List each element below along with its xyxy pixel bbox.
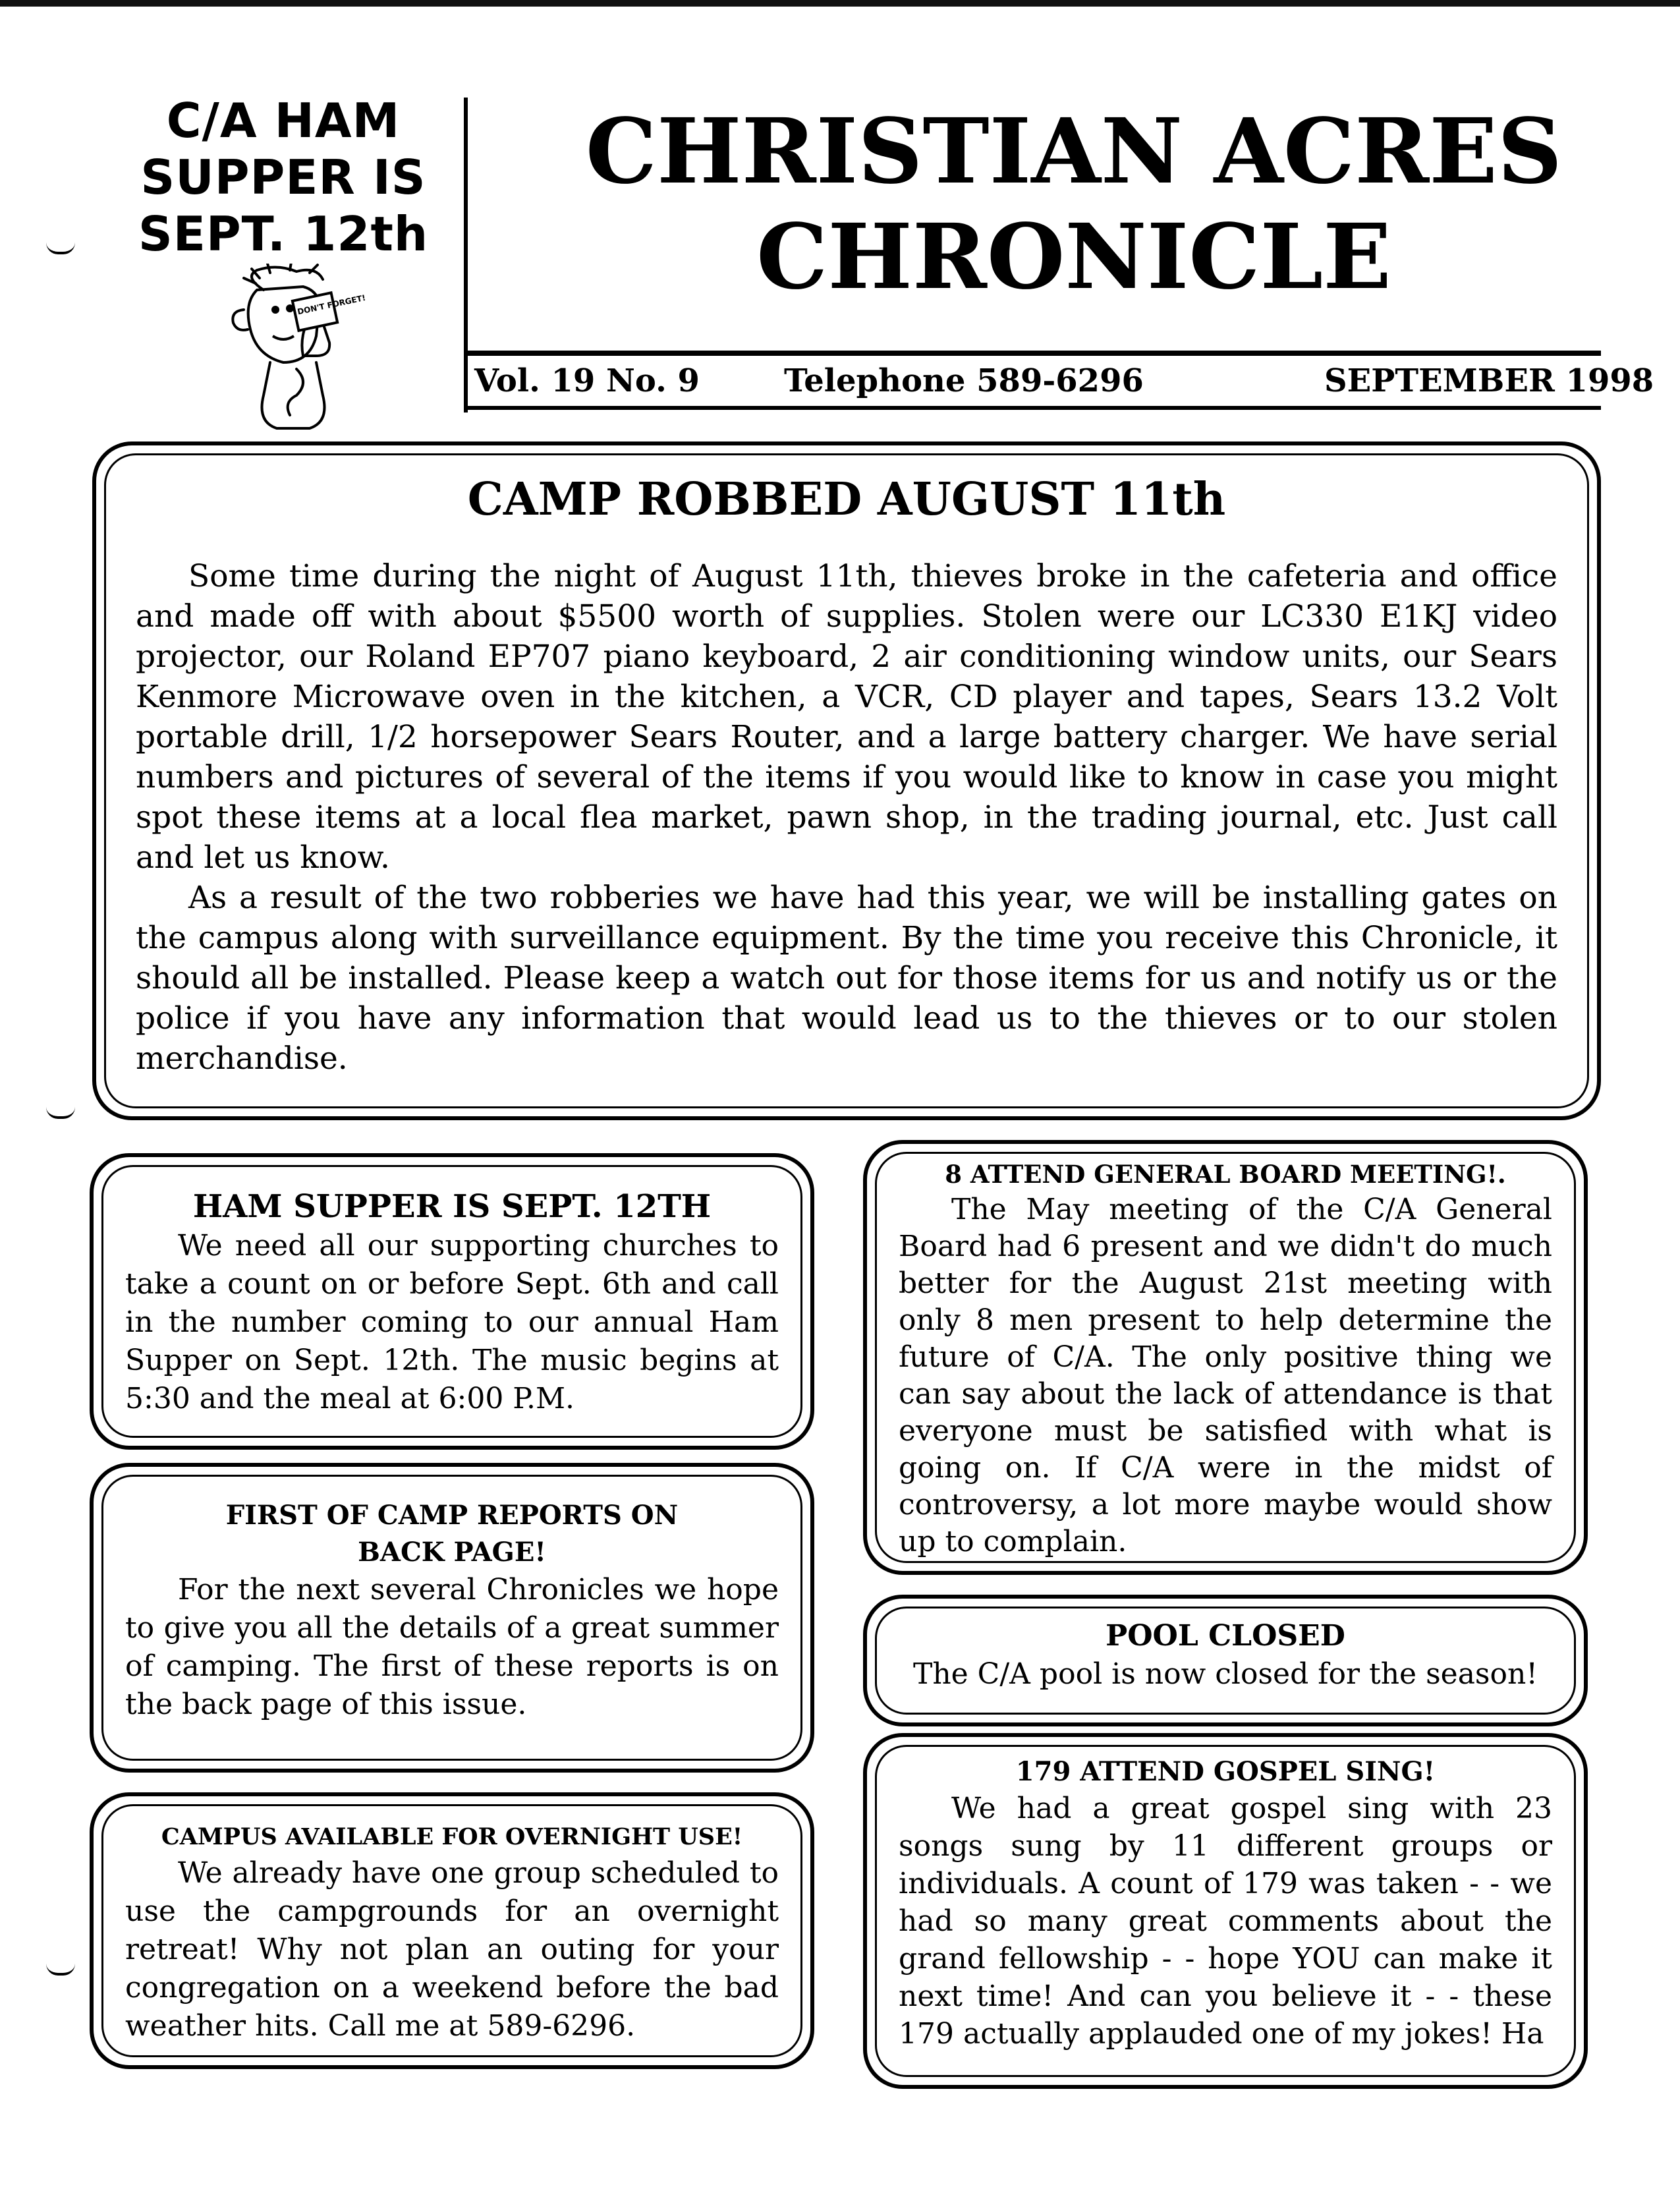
margin-mark bbox=[46, 1964, 75, 1976]
article-title: CAMP ROBBED AUGUST 11th bbox=[467, 473, 1226, 526]
article-board-meeting bbox=[863, 1140, 1588, 1575]
article-body: We already have one group scheduled to use the campgrounds for an overnight retreat! Why not plan an outing for your congregation on a weekend before the bad weather hits. Call me at 589-6296. bbox=[125, 1856, 779, 2043]
masthead-rule-top bbox=[465, 351, 1601, 356]
article-title: HAM SUPPER IS SEPT. 12TH bbox=[192, 1188, 712, 1225]
title-line-2: CHRONICLE bbox=[756, 204, 1391, 310]
article-body: The May meeting of the C/A General Board had 6 present and we didn't do much better for the August 21st meeting with only 8 men present to help determine the future of C/A. The only positive thing we can say about the lack of attendance is that everyone must be satisfied with what is going on. If C/A were in the midst of controversy, a lot more maybe would show up to complain. bbox=[899, 1193, 1552, 1558]
article-body: We need all our supporting churches to take a count on or before Sept. 6th and call in the number coming to our annual Ham Supper on Sept. 12th. The music begins at 5:30 and the meal at 6:00 P.M. bbox=[125, 1229, 779, 1415]
article-gospel-sing bbox=[863, 1733, 1588, 2089]
margin-mark bbox=[46, 242, 75, 254]
title-line-1: FIRST OF CAMP REPORTS ON bbox=[225, 1500, 679, 1531]
article-camp-robbed bbox=[92, 441, 1601, 1120]
thinking-man-cartoon-icon bbox=[217, 264, 369, 435]
article-title: POOL CLOSED bbox=[1106, 1619, 1345, 1653]
article-body: The C/A pool is now closed for the season! bbox=[912, 1657, 1538, 1691]
dont-forget-note: DON'T FORGET! bbox=[296, 293, 367, 317]
masthead-info-bar bbox=[474, 361, 1654, 401]
reminder-line-2: SUPPER IS bbox=[140, 150, 426, 205]
article-title: 8 ATTEND GENERAL BOARD MEETING!. bbox=[945, 1160, 1506, 1189]
masthead-rule-bottom bbox=[465, 406, 1601, 410]
title-line-1: CHRISTIAN ACRES bbox=[585, 99, 1563, 204]
article-camp-reports bbox=[90, 1463, 814, 1773]
top-border-line bbox=[0, 0, 1680, 7]
article-title bbox=[125, 1467, 779, 1571]
ham-supper-reminder bbox=[119, 92, 448, 262]
article-body: For the next several Chronicles we hope to give you all the details of a great summer of camping. The first of these reports is on the back page of this issue. bbox=[125, 1573, 779, 1721]
article-pool-closed bbox=[863, 1595, 1588, 1726]
article-paragraph-2: As a result of the two robberies we have had this year, we will be installing gates on the campus along with surveillance equipment. By the time you receive this Chronicle, it should all be installed. Please keep a watch out for those items for us and notify us or the police if you have any information that would lead us to the thieves or to our stolen merchandise. bbox=[136, 880, 1557, 1077]
issue-date: SEPTEMBER 1998 bbox=[1324, 362, 1654, 399]
margin-mark bbox=[46, 1107, 75, 1119]
volume-number: Vol. 19 No. 9 bbox=[474, 362, 700, 399]
article-campus-overnight bbox=[90, 1792, 814, 2069]
masthead-vertical-rule bbox=[464, 98, 468, 413]
article-body: We had a great gospel sing with 23 songs sung by 11 different groups or individuals. A count of 179 was taken - - we had so many great comments about the grand fellowship - - hope YOU can make it next time! And can you believe it - - these 179 actually applauded one of my jokes! Ha bbox=[899, 1792, 1552, 2051]
reminder-line-3: SEPT. 12th bbox=[138, 206, 429, 262]
article-ham-supper bbox=[90, 1153, 814, 1450]
newsletter-title bbox=[501, 99, 1647, 310]
telephone-number: Telephone 589-6296 bbox=[784, 362, 1144, 399]
article-title: CAMPUS AVAILABLE FOR OVERNIGHT USE! bbox=[161, 1823, 743, 1850]
article-paragraph-1: Some time during the night of August 11th, thieves broke in the cafeteria and office and made off with about $5500 worth of supplies. Stolen were our LC330 E1KJ video projector, our Roland EP707 piano keyboard, 2 air conditioning window units, our Sears Kenmore Microwave oven in the kitchen, a VCR, CD player and tapes, Sears 13.2 Volt portable drill, 1/2 horsepower Sears Router, and a large battery charger. We have serial numbers and pictures of several of the items if you would like to know in case you might spot these items at a local flea market, pawn shop, in the trading journal, etc. Just call and let us know. bbox=[136, 558, 1557, 876]
title-line-2: BACK PAGE! bbox=[358, 1537, 546, 1568]
reminder-line-1: C/A HAM bbox=[166, 93, 401, 148]
article-title: 179 ATTEND GOSPEL SING! bbox=[1015, 1756, 1436, 1787]
